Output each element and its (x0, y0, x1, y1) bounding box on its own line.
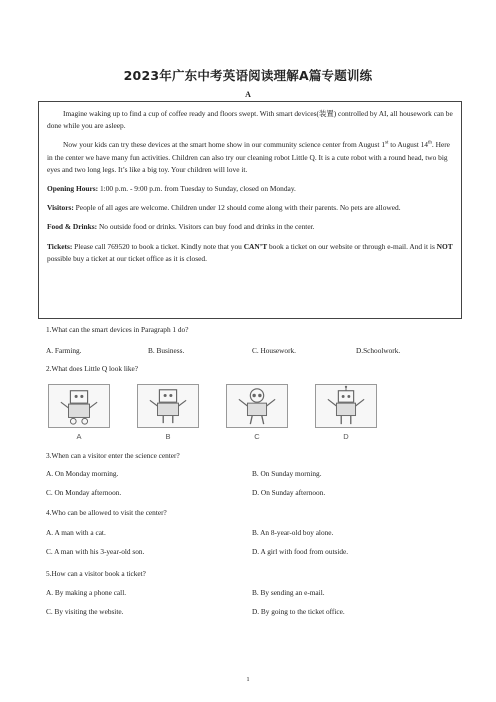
tickets-cant: CAN’T (243, 241, 268, 251)
visitors-text: People of all ages are welcome. Children under 12 should come along with their parents. No pets are allowed. (73, 203, 401, 213)
robot-image-c[interactable] (226, 384, 288, 428)
page-number: 1 (246, 676, 250, 683)
superscript-st: st (385, 140, 389, 146)
robot-label-a: A (76, 432, 82, 441)
paragraph-2-text-b: to August 14 (388, 140, 429, 150)
tickets-info (47, 241, 453, 265)
q5-option-d[interactable]: D. By going to the ticket office. (252, 607, 345, 616)
robot-label-b: B (165, 432, 171, 441)
q5-option-c[interactable]: C. By visiting the website. (46, 607, 124, 616)
food-drinks-label: Food & Drinks: (47, 222, 98, 232)
q4-option-d[interactable]: D. A girl with food from outside. (252, 547, 349, 556)
q1-option-b[interactable]: B. Business. (148, 346, 185, 355)
question-5-stem: 5.How can a visitor book a ticket? (46, 569, 146, 578)
robot-square-head-wheels-icon (49, 385, 109, 427)
reading-passage (38, 101, 462, 319)
q3-option-b[interactable]: B. On Sunday morning. (252, 469, 322, 478)
robot-image-a[interactable] (48, 384, 110, 428)
paragraph-2-text-c: . Here in the center we have many fun activities. Children can also try our cleaning robot Little Q. It is a cute robot with a round head, two big eyes and two long legs. It’s like a big toy. Your children will love it. (47, 140, 450, 174)
opening-hours-label: Opening Hours: (47, 184, 99, 194)
visitors-info (47, 202, 453, 214)
q4-option-c[interactable]: C. A man with his 3-year-old son. (46, 547, 145, 556)
paragraph-2 (47, 139, 453, 176)
question-2-stem: 2.What does Little Q look like? (46, 364, 138, 373)
robot-square-head-legs-icon (138, 385, 198, 427)
q4-option-b[interactable]: B. An 8-year-old boy alone. (252, 528, 334, 537)
robot-round-head-legs-icon (227, 385, 287, 427)
q1-option-c[interactable]: C. Housework. (252, 346, 296, 355)
paragraph-1: Imagine waking up to find a cup of coffee ready and floors swept. With smart devices(装置) controlled by AI, all housework can be done while you are asleep. (47, 109, 453, 131)
opening-hours-text: 1:00 p.m. - 9:00 p.m. from Tuesday to Sunday, closed on Monday. (98, 184, 296, 194)
q3-option-c[interactable]: C. On Monday afternoon. (46, 488, 122, 497)
question-3-stem: 3.When can a visitor enter the science center? (46, 451, 180, 460)
tickets-label: Tickets: (47, 241, 73, 251)
robot-images (48, 384, 378, 444)
q5-option-a[interactable]: A. By making a phone call. (46, 588, 127, 597)
tickets-text-3: possible buy a ticket at our ticket office as it is closed. (47, 253, 207, 263)
superscript-th: th (428, 140, 432, 146)
tickets-text-2: book a ticket on our website or through e-mail. And it is (267, 241, 437, 251)
q3-option-d[interactable]: D. On Sunday afternoon. (252, 488, 326, 497)
robot-label-c: C (254, 432, 260, 441)
section-label: A (245, 90, 251, 99)
opening-hours (47, 183, 453, 195)
page-title: 2023年广东中考英语阅读理解A篇专题训练 (123, 68, 373, 83)
q4-option-a[interactable]: A. A man with a cat. (46, 528, 106, 537)
q1-option-d[interactable]: D.Schoolwork. (356, 346, 401, 355)
q5-option-b[interactable]: B. By sending an e-mail. (252, 588, 325, 597)
robot-image-d[interactable] (315, 384, 377, 428)
question-4-stem: 4.Who can be allowed to visit the center? (46, 508, 167, 517)
robot-label-d: D (343, 432, 349, 441)
robot-image-b[interactable] (137, 384, 199, 428)
food-drinks-text: No outside food or drinks. Visitors can buy food and drinks in the center. (97, 222, 315, 232)
q1-option-a[interactable]: A. Farming. (46, 346, 82, 355)
visitors-label: Visitors: (47, 203, 74, 213)
food-drinks-info (47, 221, 453, 233)
robot-antenna-head-legs-icon (316, 385, 376, 427)
q3-option-a[interactable]: A. On Monday morning. (46, 469, 119, 478)
tickets-text-1: Please call 769520 to book a ticket. Kindly note that you (72, 241, 244, 251)
paragraph-2-text-a: Now your kids can try these devices at the smart home show in our community science center from August 1 (63, 140, 386, 150)
tickets-not: NOT (436, 241, 453, 251)
question-1-stem: 1.What can the smart devices in Paragraph 1 do? (46, 325, 189, 334)
